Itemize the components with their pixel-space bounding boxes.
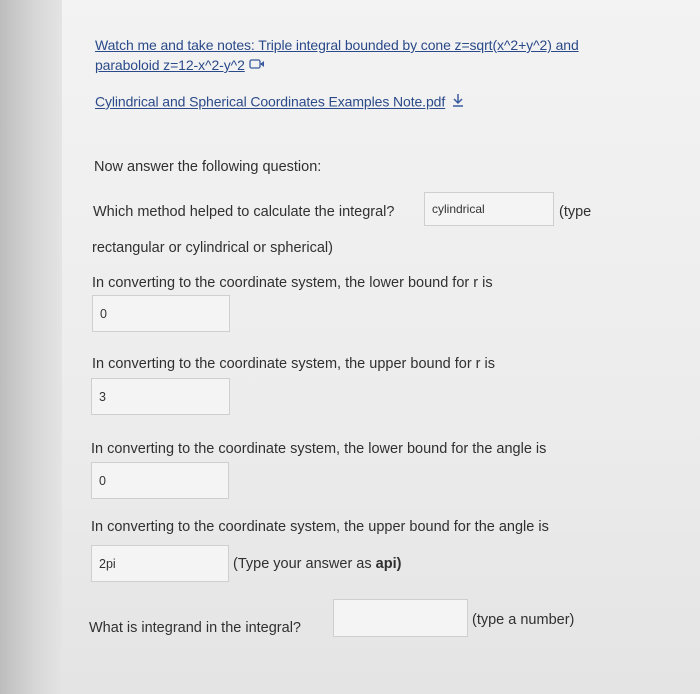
q5-hint	[233, 556, 401, 572]
q6-label: What is integrand in the integral?	[89, 620, 301, 636]
q1-hint-part2: rectangular or cylindrical or spherical)	[92, 240, 333, 256]
notes-pdf-row	[95, 92, 466, 113]
q4-label: In converting to the coordinate system, the lower bound for the angle is	[91, 441, 547, 457]
video-link-line2[interactable]: paraboloid z=12-x^2-y^2	[95, 57, 245, 74]
video-link-line1[interactable]: Watch me and take notes: Triple integral bounded by cone z=sqrt(x^2+y^2) and	[95, 37, 579, 53]
angle-lower-bound-input[interactable]: 0	[91, 462, 229, 499]
intro-text: Now answer the following question:	[94, 159, 322, 175]
q5-hint-bold: api)	[375, 556, 402, 572]
r-upper-bound-input[interactable]: 3	[91, 378, 230, 415]
r-lower-bound-input[interactable]: 0	[92, 295, 230, 332]
q2-label: In converting to the coordinate system, the lower bound for r is	[92, 275, 493, 291]
method-answer-input[interactable]: cylindrical	[424, 192, 554, 226]
q5-label: In converting to the coordinate system, the upper bound for the angle is	[91, 519, 549, 535]
q6-hint: (type a number)	[472, 612, 575, 628]
q3-label: In converting to the coordinate system, the upper bound for r is	[92, 356, 496, 372]
integrand-input[interactable]	[333, 599, 468, 637]
notes-pdf-link[interactable]: Cylindrical and Spherical Coordinates Examples Note.pdf	[95, 93, 446, 110]
external-video-icon[interactable]	[249, 57, 265, 75]
q1-label: Which method helped to calculate the integral?	[93, 204, 395, 220]
video-link-row2	[95, 57, 265, 75]
angle-upper-bound-input[interactable]: 2pi	[91, 545, 229, 582]
download-arrow-icon[interactable]	[450, 92, 466, 113]
left-margin	[0, 0, 62, 694]
q5-hint-text: (Type your answer as	[233, 556, 372, 572]
q1-hint-part1: (type	[559, 204, 592, 220]
